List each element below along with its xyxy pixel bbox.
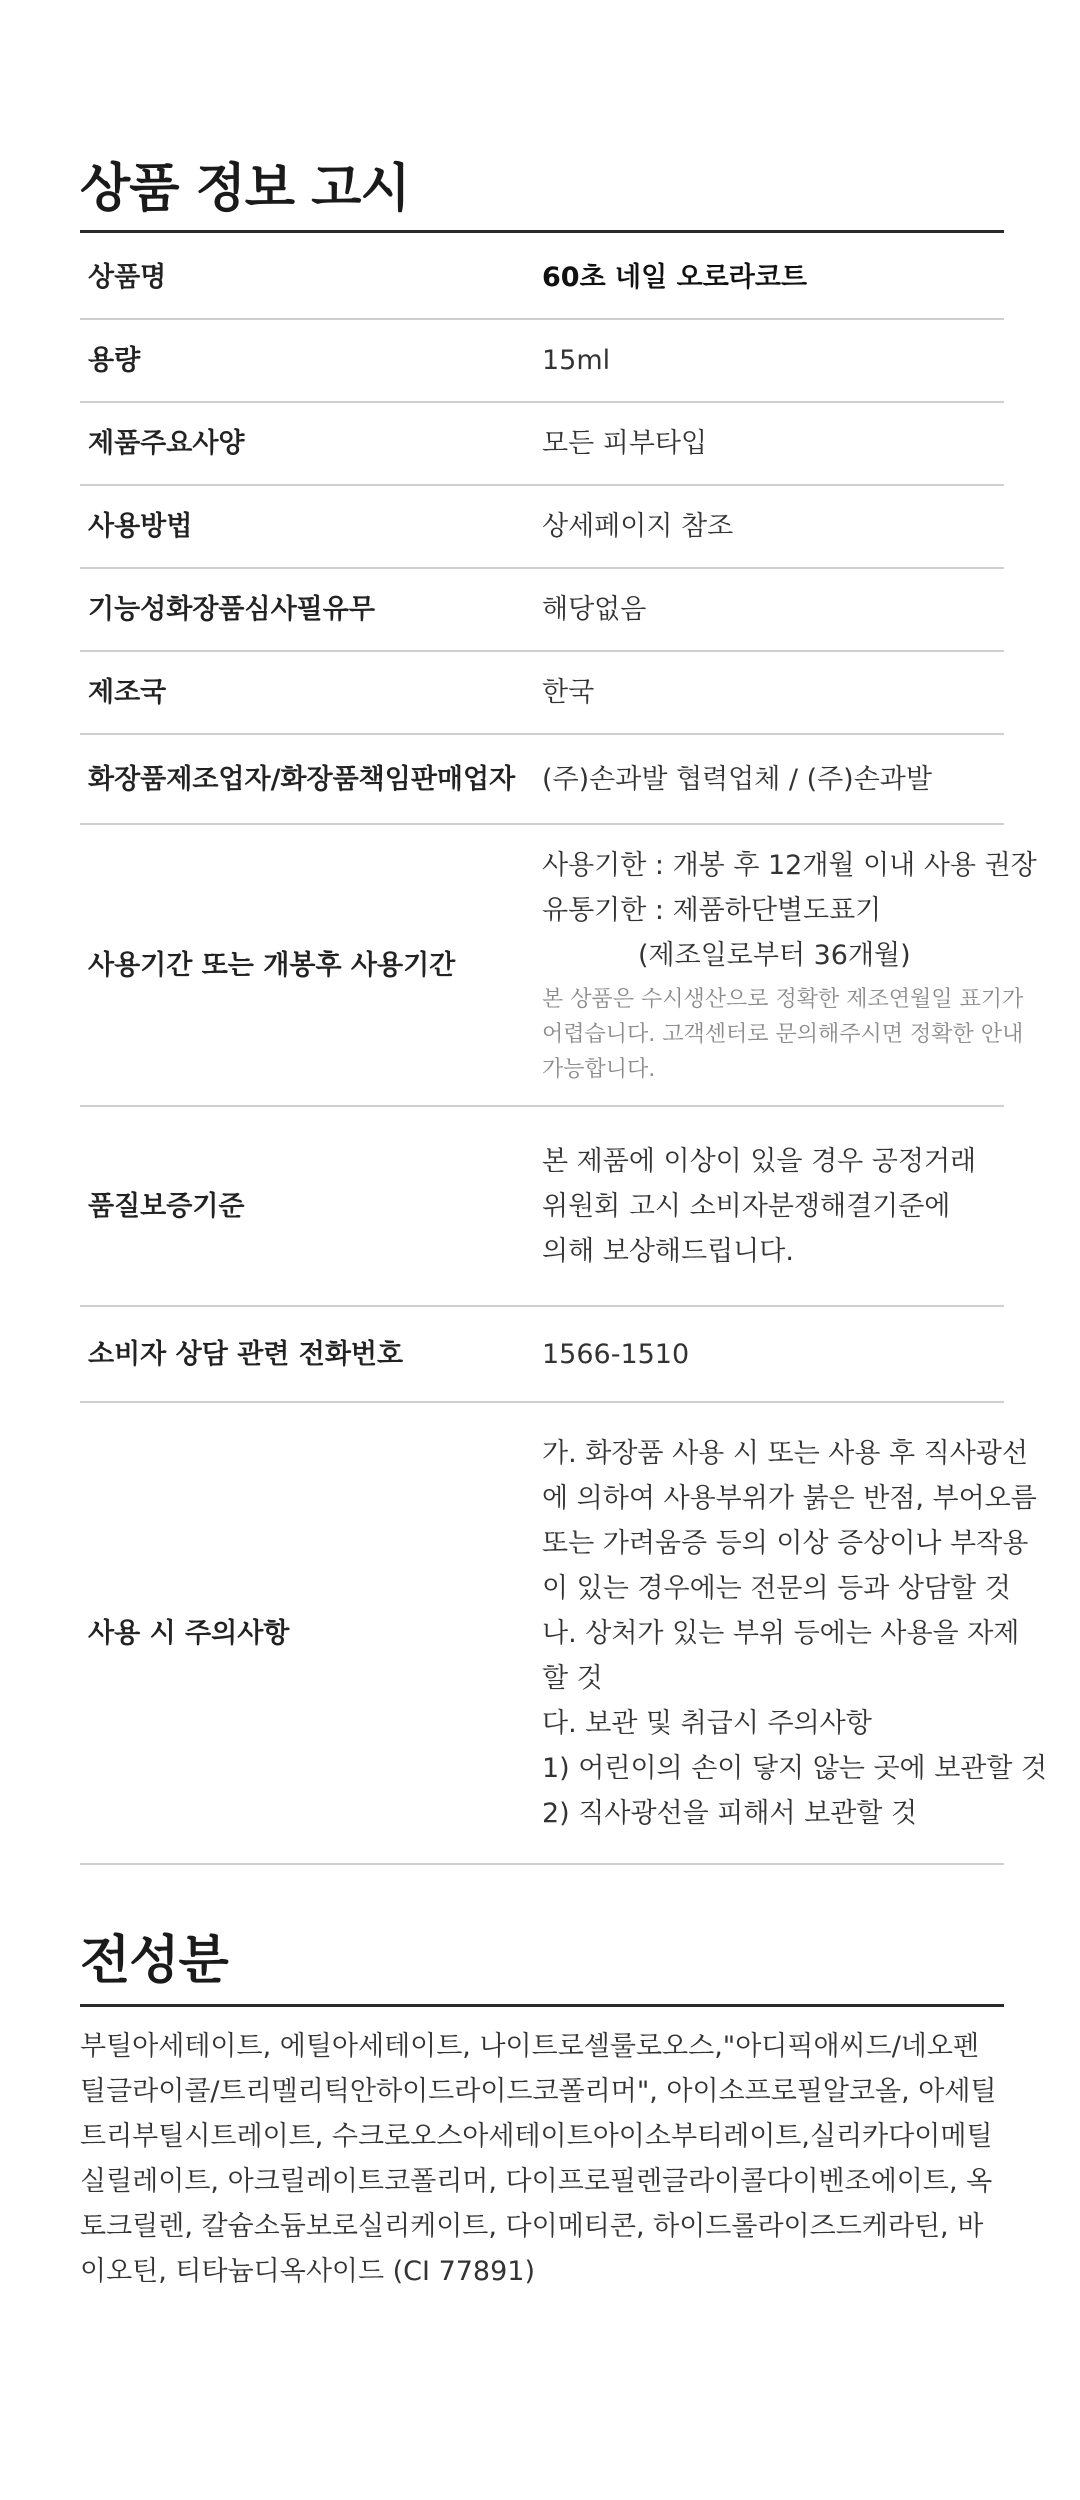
value-line: 사용기한 : 개봉 후 12개월 이내 사용 권장	[542, 850, 1037, 881]
row-label: 제품주요사양	[80, 402, 542, 485]
value-line: (제조일로부터 36개월)	[638, 940, 911, 971]
row-label: 상품명	[80, 236, 542, 319]
value-line: 유통기한 : 제품하단별도표기	[542, 895, 882, 926]
row-label: 제조국	[80, 651, 542, 734]
product-info-title: 상품 정보 고시	[80, 159, 410, 219]
table-row	[80, 1306, 1004, 1402]
row-label: 기능성화장품심사필유무	[80, 568, 542, 651]
value-line: 2) 직사광선을 피해서 보관할 것	[542, 1797, 918, 1829]
row-value: 상세페이지 참조	[542, 485, 1004, 568]
product-info-table	[80, 236, 1048, 1865]
row-label: 사용기간 또는 개봉후 사용기간	[80, 824, 542, 1106]
table-row	[80, 824, 1004, 1106]
row-value: 한국	[542, 651, 1004, 734]
value-line: 또는 가려움증 등의 이상 증상이나 부작용	[542, 1527, 1029, 1559]
row-label: 사용방법	[80, 485, 542, 568]
row-value: 15ml	[542, 319, 1004, 402]
value-line: 에 의하여 사용부위가 붉은 반점, 부어오름	[542, 1482, 1037, 1514]
row-label: 화장품제조업자/화장품책임판매업자	[80, 734, 542, 824]
row-value	[542, 1106, 1004, 1306]
title-divider	[80, 2004, 1004, 2007]
note-line: 가능합니다.	[542, 1057, 656, 1082]
table-row	[80, 734, 1004, 824]
table-row	[80, 236, 1004, 319]
value-line: 다. 보관 및 취급시 주의사항	[542, 1707, 872, 1739]
table-row	[80, 319, 1004, 402]
title-divider	[80, 230, 1004, 233]
note-line: 어렵습니다. 고객센터로 문의해주시면 정확한 안내	[542, 1022, 1024, 1047]
value-line: 1) 어린이의 손이 닿지 않는 곳에 보관할 것	[542, 1752, 1048, 1784]
table-row	[80, 485, 1004, 568]
row-label: 사용 시 주의사항	[80, 1402, 542, 1864]
row-value: (주)손과발 협력업체 / (주)손과발	[542, 734, 1004, 824]
note-line: 본 상품은 수시생산으로 정확한 제조연월일 표기가	[542, 987, 1024, 1012]
value-line: 위원회 고시 소비자분쟁해결기준에	[542, 1190, 951, 1222]
row-value: 모든 피부타입	[542, 402, 1004, 485]
table-row	[80, 402, 1004, 485]
product-name-value: 60초 네일 오로라코트	[542, 236, 1004, 319]
row-value	[542, 1402, 1048, 1864]
value-line: 할 것	[542, 1662, 603, 1694]
value-line: 의해 보상해드립니다.	[542, 1235, 794, 1267]
row-label: 소비자 상담 관련 전화번호	[80, 1306, 542, 1402]
row-value: 해당없음	[542, 568, 1004, 651]
table-row	[80, 651, 1004, 734]
notice-note	[542, 982, 1024, 1087]
table-row	[80, 568, 1004, 651]
row-value	[542, 824, 1037, 1106]
value-line: 본 제품에 이상이 있을 경우 공정거래	[542, 1145, 977, 1177]
table-row	[80, 1106, 1004, 1306]
row-label: 품질보증기준	[80, 1106, 542, 1306]
phone-number-value: 1566-1510	[542, 1306, 1004, 1402]
value-line: 이 있는 경우에는 전문의 등과 상담할 것	[542, 1572, 1011, 1604]
table-row	[80, 1402, 1004, 1864]
ingredients-title: 전성분	[80, 1931, 228, 1991]
value-line: 가. 화장품 사용 시 또는 사용 후 직사광선	[542, 1437, 1028, 1469]
ingredients-text: 부틸아세테이트, 에틸아세테이트, 나이트로셀룰로오스,"아디픽애씨드/네오펜틸글라이콜/트리멜리틱안하이드라이드코폴리머", 아이소프로필알코올, 아세틸트리부틸시트레이트, 수크로오스아세테이트아이소부티레이트,실리카다이메틸실릴레이트, 아크릴레이트코폴리머, 다이프로필렌글라이콜다이벤조에이트, 옥토크릴렌, 칼슘소듐보로실리케이트, 다이메티콘, 하이드롤라이즈드케라틴, 바이오틴, 티타늄디옥사이드 (CI 77891)	[80, 2031, 997, 2287]
value-line: 나. 상처가 있는 부위 등에는 사용을 자제	[542, 1617, 1020, 1649]
row-label: 용량	[80, 319, 542, 402]
